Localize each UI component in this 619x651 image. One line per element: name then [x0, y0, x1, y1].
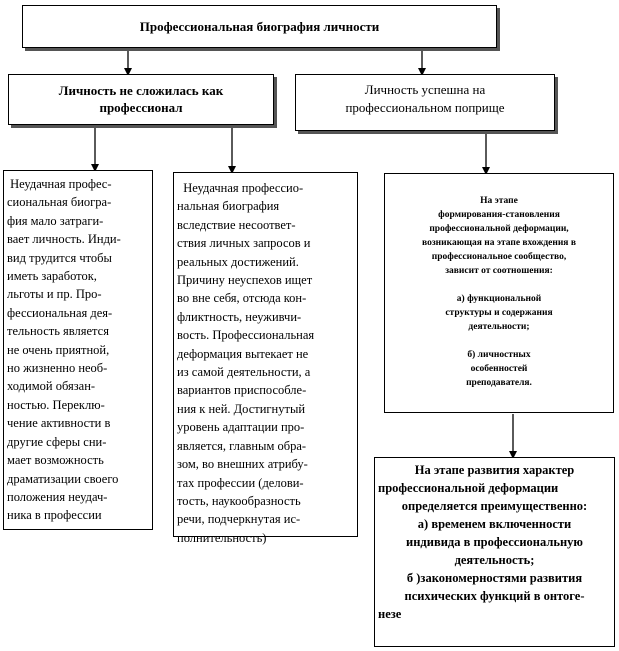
text-line: Неудачная профес- — [7, 177, 112, 191]
spacer — [385, 334, 613, 348]
root-box-professional-biography — [22, 5, 497, 48]
text-line: На этапе развития характер — [414, 463, 575, 477]
text-line: во вне себя, отсюда кон- — [177, 291, 307, 306]
text-line: фессиональная дея- — [7, 305, 113, 320]
text-line: уровень адаптации про- — [177, 420, 305, 435]
text-line: ностью. Переклю- — [7, 397, 105, 412]
text-line: деятельности; — [468, 322, 530, 332]
text-line: тельность является — [7, 324, 109, 339]
text-line: тость, наукообразность — [177, 493, 301, 508]
text-line: положения неудач- — [7, 489, 108, 504]
text-line: мает возможность — [7, 453, 104, 468]
text-line: а) функциональной — [456, 294, 542, 304]
spacer — [385, 278, 613, 292]
text-line: не очень приятной, — [7, 342, 110, 357]
text-line: профессиональной деформации, — [429, 224, 569, 234]
text-line: полнительность) — [177, 530, 267, 545]
text-line: ствия личных запросов и — [177, 236, 311, 251]
text-line: другие сферы сни- — [7, 434, 107, 449]
text-line: индивида в профессиональную — [406, 535, 583, 549]
text-line: сиональная биогра- — [7, 195, 112, 210]
outcome-box-b — [173, 172, 358, 545]
branch-box-not-formed — [8, 74, 274, 125]
text-line: зависит от соотношения: — [445, 266, 553, 276]
text-line: профессиональное сообщество, — [431, 252, 567, 262]
root-box-label: Профессиональная биография личности — [139, 18, 380, 34]
text-line: но жизненно необ- — [7, 361, 108, 376]
text-line: особенностей — [470, 364, 528, 374]
outcome-box-a — [3, 170, 153, 530]
text-line: тах профессии (делови- — [177, 475, 304, 490]
text-line: реальных достижений. — [177, 254, 299, 269]
text-line: речи, подчеркнутая ис- — [177, 512, 301, 527]
text-line: ника в профессии — [7, 508, 102, 523]
text-line: нальная биография — [177, 199, 280, 214]
text-line: ния к ней. Достигнутый — [177, 401, 306, 416]
text-line: деформация вытекает не — [177, 346, 309, 361]
text-line: вариантов приспособле- — [177, 383, 307, 398]
text-line: психических функций в онтоге- — [404, 589, 585, 603]
text-line: ходимой обязан- — [7, 379, 96, 394]
text-line: определяется преимущественно: — [401, 499, 588, 513]
text-line: а) временем включенности — [417, 517, 572, 531]
text-line: профессиональной деформации — [378, 481, 559, 495]
text-line: б) личностных — [467, 350, 531, 360]
text-line: вследствие несоответ- — [177, 217, 296, 232]
text-line: Причину неуспехов ищет — [177, 273, 313, 288]
text-line: фия мало затраги- — [7, 213, 104, 228]
text-line: из самой деятельности, а — [177, 365, 311, 380]
text-line: фликтность, неуживчи- — [177, 309, 302, 324]
text-line: структуры и содержания — [445, 308, 553, 318]
text-line: незе — [378, 607, 402, 621]
text-line: является, главным обра- — [177, 438, 307, 453]
text-line: Неудачная профессио- — [177, 181, 304, 195]
text-line: драматизации своего — [7, 471, 119, 486]
text-line: зом, во внешних атрибу- — [177, 457, 308, 472]
text-line: Личность успешна на — [364, 82, 486, 97]
text-line: возникающая на этапе вхождения в — [422, 238, 576, 248]
development-stage-box — [374, 457, 615, 647]
text-line: Личность не сложилась как — [58, 83, 224, 98]
text-line: На этапе — [480, 196, 518, 206]
text-line: профессиональном поприще — [345, 100, 505, 115]
formation-stage-box — [384, 173, 614, 413]
text-line: б )закономерностями развития — [406, 571, 583, 585]
text-line: формирования-становления — [438, 210, 560, 220]
text-line: иметь заработок, — [7, 269, 97, 284]
text-line: профессионал — [99, 100, 183, 115]
text-line: вает личность. Инди- — [7, 232, 121, 247]
branch-box-successful — [295, 74, 555, 131]
text-line: преподавателя. — [466, 378, 532, 388]
text-line: вость. Профессиональная — [177, 328, 315, 343]
text-line: вид трудится чтобы — [7, 250, 112, 265]
text-line: деятельность; — [454, 553, 535, 567]
text-line: чение активности в — [7, 416, 111, 431]
text-line: льготы и пр. Про- — [7, 287, 102, 302]
